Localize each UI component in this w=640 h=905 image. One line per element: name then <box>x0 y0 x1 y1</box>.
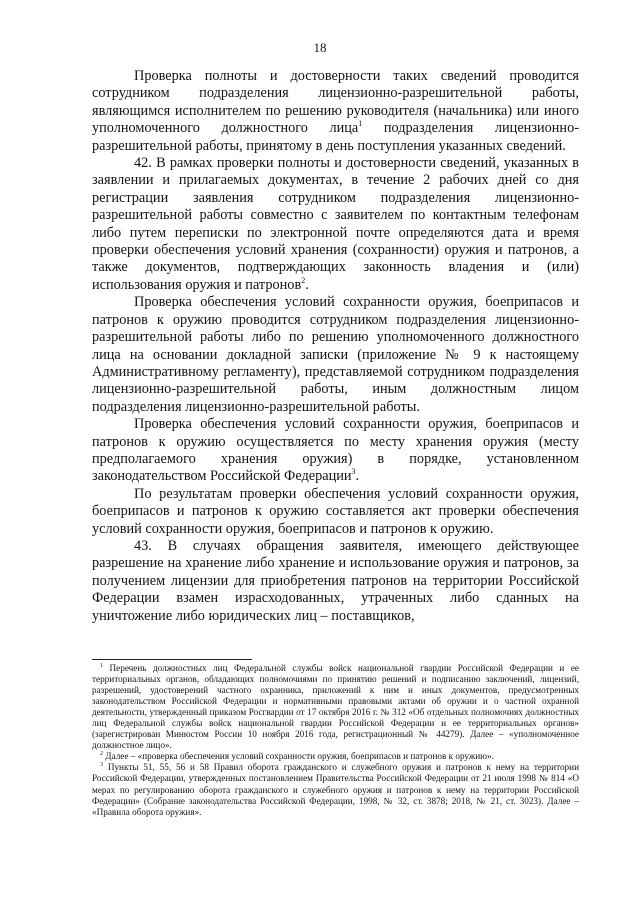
paragraph-1: Проверка полноты и достоверности таких сведений проводится сотрудником подразделения лицензионно-разрешительной работы, являющимся исполнителем по решению руководителя (начальника) или иного уполномоченного должностного лица$^1$ подразделения лицензионно-разрешительной работы, принятому в день поступления указанных сведений. <box>92 68 579 154</box>
footnote-separator <box>92 659 252 660</box>
footnote-1: $^1$ Перечень должностных лиц Федеральной службы войск национальной гвардии Российской Федерации и ее территориальных органов, обладающих полномочиями по принятию решений и подписанию заключений, лицензий, разрешений, удостоверений частного охранника, приложений к ним и иных документов, предусмотренных законодательством Российской Федерации и нормативными правовыми актами об оружии и о частной охранной деятельности, утвержденный приказом Росгвардии от 17 октября 2016 г. № 312 «Об отдельных полномочиях должностных лиц Федеральной службы войск национальной гвардии Российской Федерации и ее территориальных органов» (зарегистрирован Минюстом России 10 ноября 2016 года, регистрационный № 44279). Далее – «уполномоченное должностное лицо». <box>92 662 579 751</box>
footnote-marker: 1 <box>100 662 103 669</box>
footnote-marker: 3 <box>100 762 103 769</box>
footnote-marker: 2 <box>100 751 103 758</box>
paragraph-43: 43. В случаях обращения заявителя, имеющего действующее разрешение на хранение либо хранение и использование оружия и патронов, за получением лицензии для приобретения патронов на территории Российской Федерации взамен израсходованных, утраченных либо сданных на уничтожение либо юридических лиц – поставщиков, <box>92 537 579 624</box>
footnote-3: $^3$ Пункты 51, 55, 56 и 58 Правил оборота гражданского и служебного оружия и патронов к нему на территории Российской Федерации, утвержденных постановлением Правительства Российской Федерации от 21 июля 1998 № 814 «О мерах по регулированию оборота гражданского и служебного оружия и патронов к нему на территории Российской Федерации» (Собрание законодательства Российской Федерации, 1998, № 32, ст. 3878; 2018, № 21, ст. 3023). Далее – «Правила оборота оружия». <box>92 762 579 817</box>
paragraph-3: Проверка обеспечения условий сохранности оружия, боеприпасов и патронов к оружию проводится сотрудником подразделения лицензионно-разрешительной работы либо по решению уполномоченного должностного лица на основании докладной записки (приложение № 9 к настоящему Административному регламенту), представляемой сотрудником подразделения лицензионно-разрешительной работы, иным должностным лицом подразделения лицензионно-разрешительной работы. <box>92 294 579 415</box>
footnote-2: $^2$ Далее – «проверка обеспечения условий сохранности оружия, боеприпасов и патронов к оружию». <box>100 751 494 762</box>
footnote-ref-1[interactable]: 1 <box>358 119 363 129</box>
document-body <box>92 68 579 625</box>
page-number: 18 <box>313 40 327 55</box>
paragraph-5: По результатам проверки обеспечения условий сохранности оружия, боеприпасов и патронов к оружию составляется акт проверки обеспечения условий сохранности оружия, боеприпасов и патронов к оружию. <box>92 485 579 537</box>
footnotes <box>92 663 579 818</box>
footnote-ref-3[interactable]: 3 <box>351 467 356 477</box>
paragraph-42: 42. В рамках проверки полноты и достоверности сведений, указанных в заявлении и прилагаемых документах, в течение 2 рабочих дней со дня регистрации заявления сотрудником подразделения лицензионно-разрешительной работы совместно с заявителем по контактным телефонам либо путем переписки по электронной почте определяются дата и время проверки обеспечения условий хранения (сохранности) оружия и патронов, а также документов, подтверждающих законность владения и (или) использования оружия и патронов$^2$. <box>92 155 579 293</box>
footnote-ref-2[interactable]: 2 <box>301 276 306 286</box>
paragraph-4: Проверка обеспечения условий сохранности оружия, боеприпасов и патронов к оружию осуществляется по месту хранения оружия (месту предполагаемого хранения оружия) в порядке, установленном законодательством Российской Федерации$^3$. <box>92 416 579 485</box>
